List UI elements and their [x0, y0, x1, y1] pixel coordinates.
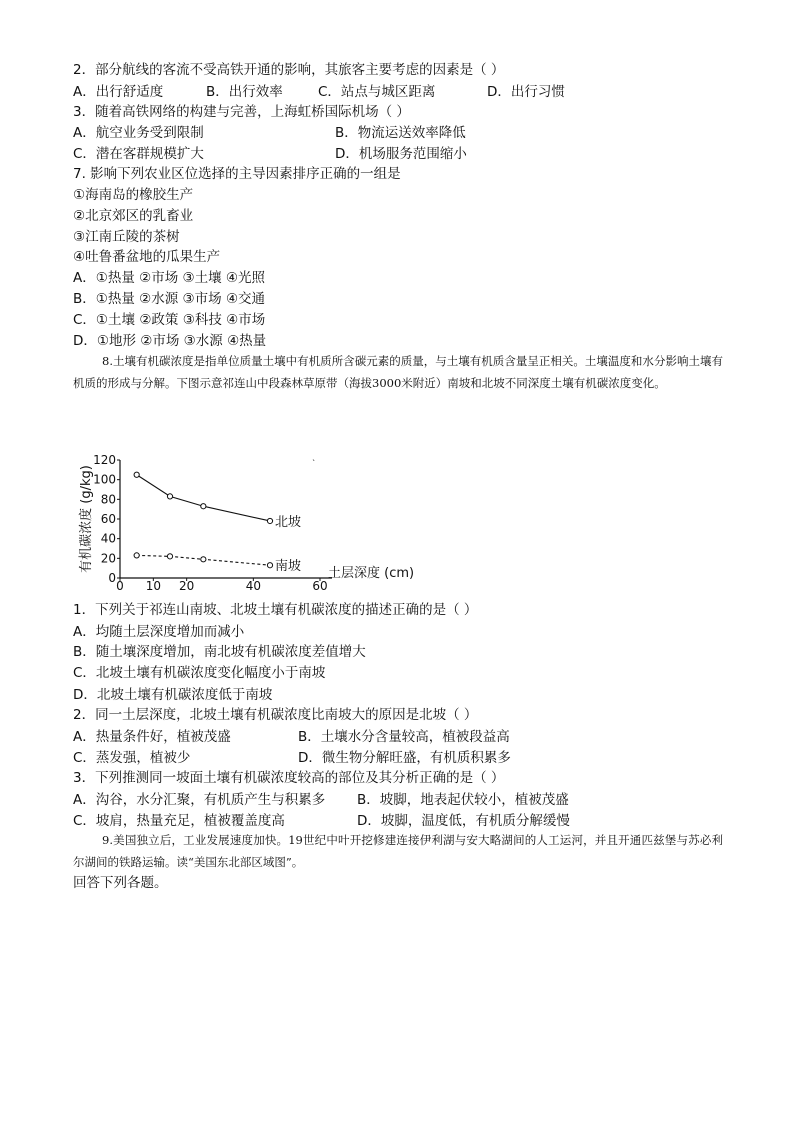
- y-tick-label: 60: [100, 512, 116, 526]
- q8-3-stem: 3．下列推测同一坡面土壤有机碳浓度较高的部位及其分析正确的是（ ）: [73, 770, 505, 786]
- q7-stem: 7. 影响下列农业区位选择的主导因素排序正确的一组是: [73, 166, 401, 182]
- q7-option-b[interactable]: B．①热量 ②水源 ③市场 ④交通: [73, 291, 266, 307]
- q7-item-4: ④吐鲁番盆地的瓜果生产: [73, 249, 221, 265]
- y-axis-label-text: 有机碳浓度 (g/kg): [79, 465, 94, 573]
- q7-option-c[interactable]: C．①土壤 ②政策 ③科技 ④市场: [73, 312, 266, 328]
- q8-3-option-d[interactable]: D．坡脚，温度低，有机质分解缓慢: [357, 813, 570, 829]
- data-point: [267, 563, 272, 568]
- q2-option-d[interactable]: D．出行习惯: [487, 84, 565, 100]
- y-tick-label: 40: [100, 531, 116, 546]
- q3-option-a[interactable]: A．航空业务受到限制: [73, 125, 204, 141]
- q8-intro: 8.土壤有机碳浓度是指单位质量土壤中有机质所含碳元素的质量，与土壤有机质含量呈正相关。土壤温度和水分影响土壤有机质的形成与分解。下图示意祁连山中段森林草原带（海拔3000米附近）南坡和北坡不同深度土壤有机碳浓度变化。: [73, 354, 723, 390]
- q3-option-c[interactable]: C．潜在客群规模扩大: [73, 146, 204, 162]
- q7-item-1: ①海南岛的橡胶生产: [73, 187, 194, 203]
- q8-1-option-d[interactable]: D．北坡土壤有机碳浓度低于南坡: [73, 687, 273, 703]
- q8-1-option-c[interactable]: C．北坡土壤有机碳浓度变化幅度小于南坡: [73, 665, 326, 681]
- y-tick-label: 120: [93, 453, 116, 467]
- chart-series: [134, 472, 301, 574]
- q2-option-c[interactable]: C．站点与城区距离: [318, 84, 436, 100]
- data-point: [201, 557, 206, 562]
- data-point: [134, 553, 139, 558]
- q8-3-option-c[interactable]: C．坡肩，热量充足，植被覆盖度高: [73, 813, 285, 829]
- q8-2-option-b[interactable]: B．土壤水分含量较高，植被段益高: [298, 729, 510, 745]
- soil-carbon-chart: [70, 450, 440, 590]
- x-tick-label: 60: [312, 579, 328, 590]
- q8-2-stem: 2．同一土层深度，北坡土壤有机碳浓度比南坡大的原因是北坡（ ）: [73, 707, 478, 723]
- x-tick-label: 0: [116, 579, 124, 590]
- x-tick-label: 20: [179, 579, 195, 590]
- series-label: 南坡: [275, 559, 302, 575]
- q7-option-a[interactable]: A．①热量 ②市场 ③土壤 ④光照: [73, 270, 266, 286]
- q2-stem: 2．部分航线的客流不受高铁开通的影响，其旅客主要考虑的因素是（ ）: [73, 62, 505, 78]
- data-point: [134, 472, 139, 477]
- y-axis-label: [78, 465, 94, 573]
- data-point: [167, 494, 172, 499]
- q9-intro: 9.美国独立后，工业发展速度加快。19世纪中叶开挖修建连接伊利湖与安大略湖间的人工运河，并且开通匹兹堡与苏必利尔湖间的铁路运输。读“美国东北部区域图”。: [73, 833, 723, 869]
- q3-option-d[interactable]: D．机场服务范围缩小: [335, 146, 467, 162]
- y-tick-label: 100: [93, 472, 116, 487]
- q7-item-3: ③江南丘陵的茶树: [73, 229, 180, 245]
- q8-3-option-a[interactable]: A．沟谷，水分汇聚，有机质产生与积累多: [73, 792, 326, 808]
- q8-1-stem: 1．下列关于祁连山南坡、北坡土壤有机碳浓度的描述正确的是（ ）: [73, 602, 478, 618]
- q8-1-option-a[interactable]: A．均随土层深度增加而减小: [73, 624, 245, 640]
- q2-option-a[interactable]: A．出行舒适度: [73, 84, 164, 100]
- x-tick-label: 10: [145, 579, 161, 590]
- data-point: [267, 518, 272, 523]
- y-tick-label: 20: [100, 551, 116, 566]
- series-label: 北坡: [275, 514, 302, 530]
- q8-3-option-b[interactable]: B．坡脚，地表起伏较小，植被茂盛: [357, 792, 569, 808]
- x-tick-label: 40: [245, 579, 261, 590]
- q3-stem: 3．随着高铁网络的构建与完善，上海虹桥国际机场（ ）: [73, 104, 410, 120]
- q7-item-2: ②北京郊区的乳畜业: [73, 208, 194, 224]
- y-tick-label: 80: [100, 492, 116, 507]
- x-axis-label: 土层深度 (cm): [328, 566, 415, 581]
- data-point: [167, 554, 172, 559]
- q8-1-option-b[interactable]: B．随土壤深度增加，南北坡有机碳浓度差值增大: [73, 644, 366, 660]
- q3-option-b[interactable]: B．物流运送效率降低: [335, 125, 466, 141]
- q8-2-option-a[interactable]: A．热量条件好，植被茂盛: [73, 729, 231, 745]
- series-line: [137, 475, 270, 521]
- q7-option-d[interactable]: D．①地形 ②市场 ③水源 ④热量: [73, 333, 267, 349]
- q8-2-option-c[interactable]: C．蒸发强，植被少: [73, 750, 191, 766]
- y-tick-label: 0: [108, 571, 116, 585]
- q9-answer-prompt: 回答下列各题。: [73, 875, 168, 891]
- stray-mark: ˋ: [312, 459, 316, 468]
- q8-2-option-d[interactable]: D．微生物分解旺盛，有机质积累多: [298, 750, 511, 766]
- q2-option-b[interactable]: B．出行效率: [206, 84, 283, 100]
- data-point: [201, 504, 206, 509]
